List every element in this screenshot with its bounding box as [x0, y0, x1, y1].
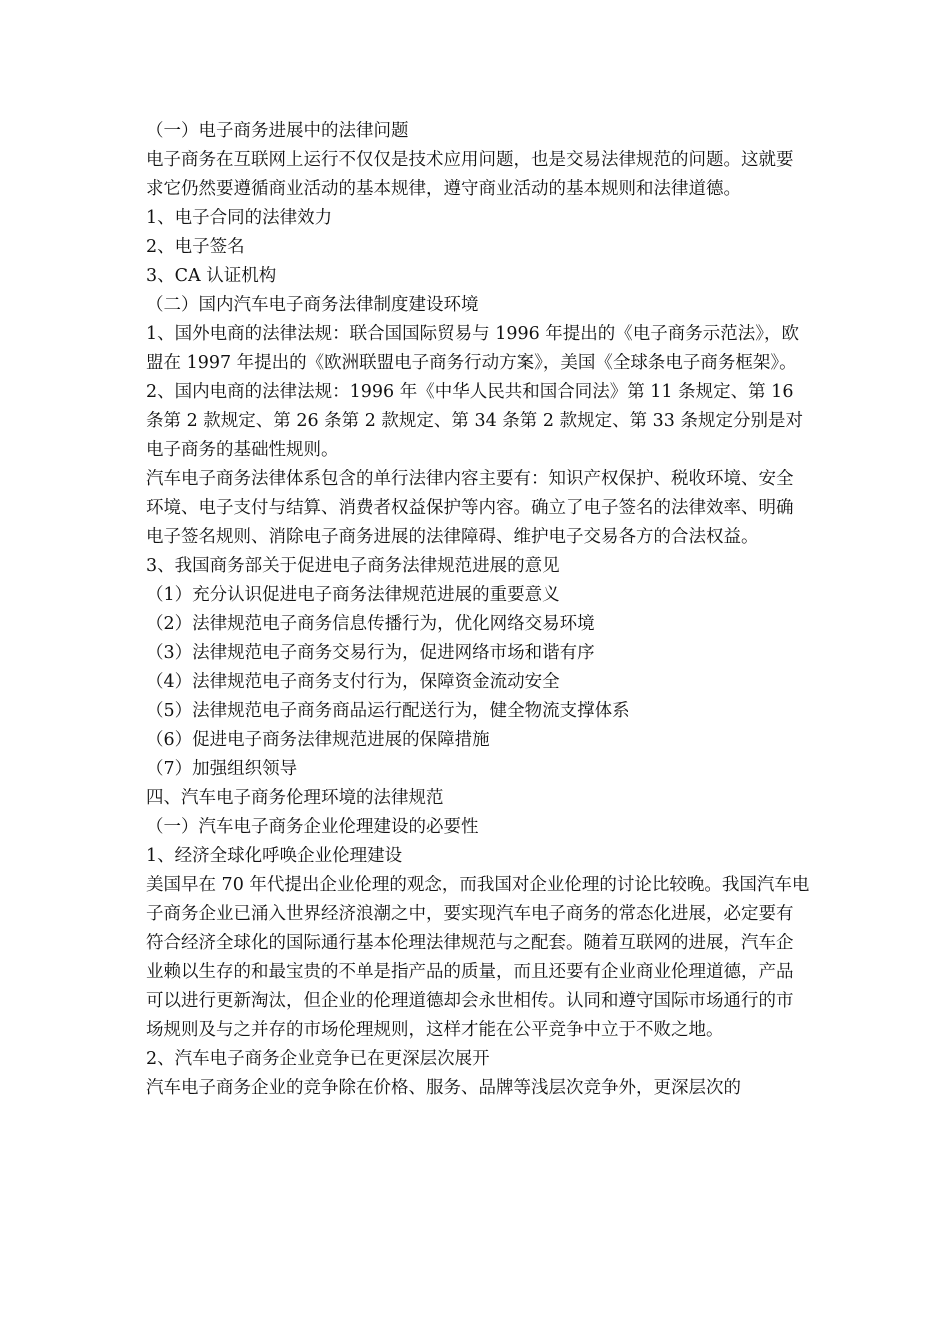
sub-list-item: （5）法律规范电子商务商品运行配送行为，健全物流支撑体系: [146, 701, 630, 721]
list-item: 1、电子合同的法律效力: [146, 208, 333, 228]
sub-list-item: （7）加强组织领导: [146, 759, 298, 779]
body-paragraph: 2、国内电商的法律法规：1996 年《中华人民共和国合同法》第 11 条规定、第 16 条第 2 款规定、第 26 条第 2 款规定、第 34 条第 2 款规定、第 33 条规定分别是对电子商务的基础性规则。: [146, 382, 803, 460]
body-paragraph: 汽车电子商务企业的竞争除在价格、服务、品牌等浅层次竞争外，更深层次的: [146, 1078, 741, 1098]
list-item: 2、汽车电子商务企业竞争已在更深层次展开: [146, 1049, 490, 1069]
list-item: 2、电子签名: [146, 237, 245, 257]
body-paragraph: 美国早在 70 年代提出企业伦理的观念，而我国对企业伦理的讨论比较晚。我国汽车电子商务企业已涌入世界经济浪潮之中，要实现汽车电子商务的常态化进展，必定要有符合经济全球化的国际通行基本伦理法律规范与之配套。随着互联网的进展，汽车企业赖以生存的和最宝贵的不单是指产品的质量，而且还要有企业商业伦理道德，产品可以进行更新淘汰，但企业的伦理道德却会永世相传。认同和遵守国际市场通行的市场规则及与之并存的市场伦理规则，这样才能在公平竞争中立于不败之地。: [146, 875, 810, 1040]
list-item: 3、CA 认证机构: [146, 266, 277, 286]
document-body: [146, 117, 810, 1103]
section-heading: （一）汽车电子商务企业伦理建设的必要性: [146, 817, 479, 837]
body-paragraph: 电子商务在互联网上运行不仅仅是技术应用问题，也是交易法律规范的问题。这就要求它仍然要遵循商业活动的基本规律，遵守商业活动的基本规则和法律道德。: [146, 150, 794, 199]
chapter-heading: 四、汽车电子商务伦理环境的法律规范: [146, 788, 444, 808]
section-heading: （二）国内汽车电子商务法律制度建设环境: [146, 295, 479, 315]
sub-list-item: （3）法律规范电子商务交易行为，促进网络市场和谐有序: [146, 643, 595, 663]
sub-list-item: （4）法律规范电子商务支付行为，保障资金流动安全: [146, 672, 560, 692]
body-paragraph: 1、国外电商的法律法规：联合国国际贸易与 1996 年提出的《电子商务示范法》，欧盟在 1997 年提出的《欧洲联盟电子商务行动方案》，美国《全球条电子商务框架》。: [146, 324, 800, 373]
sub-list-item: （1）充分认识促进电子商务法律规范进展的重要意义: [146, 585, 560, 605]
body-paragraph: 汽车电子商务法律体系包含的单行法律内容主要有：知识产权保护、税收环境、安全环境、电子支付与结算、消费者权益保护等内容。确立了电子签名的法律效率、明确电子签名规则、消除电子商务进展的法律障碍、维护电子交易各方的合法权益。: [146, 469, 794, 547]
list-item: 1、经济全球化呼唤企业伦理建设: [146, 846, 403, 866]
sub-list-item: （6）促进电子商务法律规范进展的保障措施: [146, 730, 490, 750]
sub-list-item: （2）法律规范电子商务信息传播行为，优化网络交易环境: [146, 614, 595, 634]
list-item: 3、我国商务部关于促进电子商务法律规范进展的意见: [146, 556, 560, 576]
section-heading: （一）电子商务进展中的法律问题: [146, 121, 409, 141]
